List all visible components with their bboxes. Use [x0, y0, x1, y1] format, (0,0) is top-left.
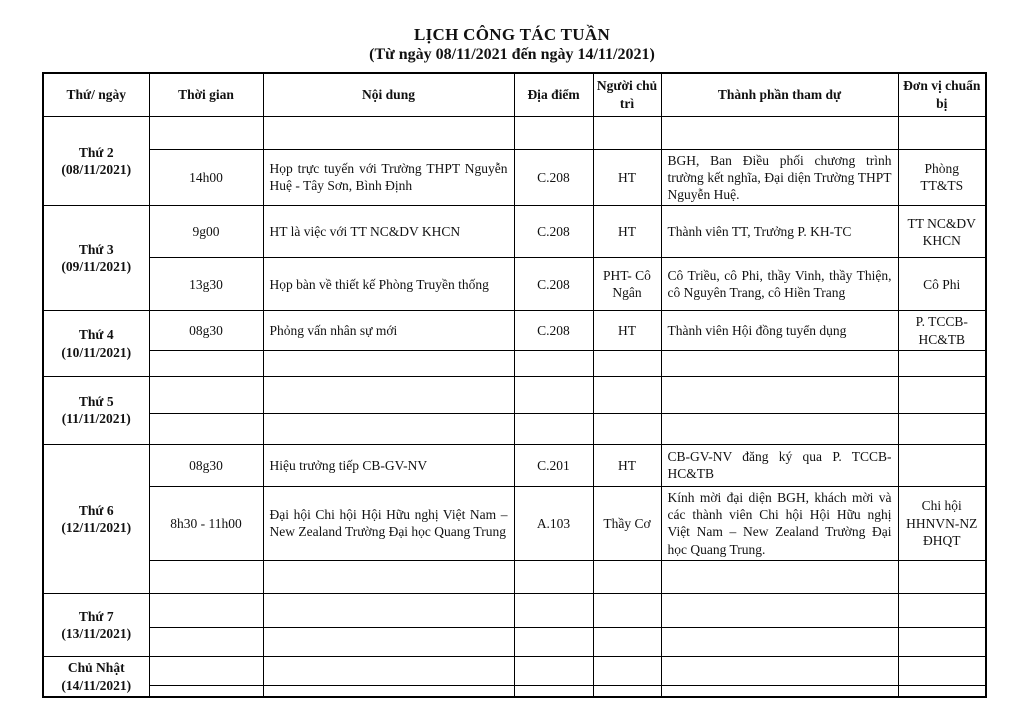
- content-cell: Họp bàn về thiết kế Phòng Truyền thống: [263, 258, 514, 311]
- location-cell: C.201: [514, 444, 593, 486]
- day-label: Thứ 2: [78, 144, 114, 160]
- chair-cell: HT: [593, 206, 661, 258]
- time-cell: [149, 116, 263, 149]
- page-subtitle: (Từ ngày 08/11/2021 đến ngày 14/11/2021): [369, 46, 655, 64]
- time-cell: 8h30 - 11h00: [149, 486, 263, 560]
- col-header-time: Thời gian: [149, 73, 263, 116]
- chair-cell: HT: [593, 149, 661, 206]
- content-cell: [263, 413, 514, 444]
- content-cell: [263, 376, 514, 413]
- location-cell: [514, 116, 593, 149]
- content-cell: Họp trực tuyến với Trường THPT Nguyễn Huệ - Tây Sơn, Bình Định: [263, 149, 514, 206]
- chair-cell: HT: [593, 311, 661, 351]
- location-cell: [514, 593, 593, 627]
- chair-cell: [593, 560, 661, 593]
- day-label: Thứ 4: [78, 327, 114, 343]
- content-cell: Phỏng vấn nhân sự mới: [263, 311, 514, 351]
- time-cell: [149, 350, 263, 376]
- prep-cell: [898, 444, 986, 486]
- location-cell: C.208: [514, 206, 593, 258]
- table-row: [43, 350, 986, 376]
- day-cell-friday: [43, 444, 149, 593]
- location-cell: [514, 376, 593, 413]
- prep-cell: [898, 560, 986, 593]
- content-cell: [263, 116, 514, 149]
- table-row: [43, 560, 986, 593]
- time-cell: [149, 413, 263, 444]
- table-row: [43, 627, 986, 656]
- day-date: (14/11/2021): [61, 677, 132, 693]
- day-cell-wednesday: [43, 311, 149, 377]
- day-date: (09/11/2021): [61, 259, 132, 275]
- day-cell-thursday: [43, 376, 149, 444]
- content-cell: HT là việc với TT NC&DV KHCN: [263, 206, 514, 258]
- time-cell: 13g30: [149, 258, 263, 311]
- location-cell: [514, 685, 593, 697]
- chair-cell: Thầy Cơ: [593, 486, 661, 560]
- prep-cell: [898, 593, 986, 627]
- time-cell: 9g00: [149, 206, 263, 258]
- content-cell: Đại hội Chi hội Hội Hữu nghị Việt Nam – New Zealand Trường Đại học Quang Trung: [263, 486, 514, 560]
- chair-cell: [593, 376, 661, 413]
- table-row: [43, 444, 986, 486]
- location-cell: C.208: [514, 311, 593, 351]
- prep-cell: [898, 627, 986, 656]
- col-header-location: Địa điểm: [514, 73, 593, 116]
- participants-cell: [661, 627, 898, 656]
- table-row: [43, 685, 986, 697]
- day-label: Chủ Nhật: [67, 660, 125, 676]
- prep-cell: P. TCCB-HC&TB: [898, 311, 986, 351]
- schedule-table: [42, 72, 987, 698]
- content-cell: [263, 593, 514, 627]
- chair-cell: [593, 350, 661, 376]
- table-row: [43, 149, 986, 206]
- prep-cell: [898, 376, 986, 413]
- day-label: Thứ 5: [78, 394, 114, 410]
- participants-cell: [661, 560, 898, 593]
- day-date: (08/11/2021): [61, 161, 132, 177]
- location-cell: [514, 656, 593, 685]
- chair-cell: [593, 116, 661, 149]
- time-cell: 08g30: [149, 311, 263, 351]
- location-cell: [514, 413, 593, 444]
- table-row: [43, 116, 986, 149]
- header-row: [43, 73, 986, 116]
- participants-cell: Thành viên TT, Trưởng P. KH-TC: [661, 206, 898, 258]
- time-cell: [149, 627, 263, 656]
- chair-cell: PHT- Cô Ngân: [593, 258, 661, 311]
- participants-cell: [661, 116, 898, 149]
- location-cell: C.208: [514, 149, 593, 206]
- time-cell: [149, 376, 263, 413]
- chair-cell: [593, 627, 661, 656]
- col-header-participants: Thành phần tham dự: [661, 73, 898, 116]
- location-cell: A.103: [514, 486, 593, 560]
- chair-cell: [593, 656, 661, 685]
- prep-cell: [898, 656, 986, 685]
- col-header-chair: Người chủ trì: [593, 73, 661, 116]
- content-cell: [263, 350, 514, 376]
- prep-cell: Phòng TT&TS: [898, 149, 986, 206]
- prep-cell: [898, 116, 986, 149]
- time-cell: [149, 656, 263, 685]
- day-date: (10/11/2021): [61, 344, 132, 360]
- prep-cell: Cô Phi: [898, 258, 986, 311]
- time-cell: [149, 593, 263, 627]
- participants-cell: BGH, Ban Điều phối chương trình trường kết nghĩa, Đại diện Trường THPT Nguyễn Huệ.: [661, 149, 898, 206]
- location-cell: C.208: [514, 258, 593, 311]
- location-cell: [514, 350, 593, 376]
- table-row: [43, 486, 986, 560]
- day-cell-sunday: [43, 656, 149, 697]
- day-cell-tuesday: [43, 206, 149, 311]
- col-header-prep: Đơn vị chuẩn bị: [898, 73, 986, 116]
- day-label: Thứ 7: [78, 608, 114, 624]
- day-label: Thứ 6: [78, 502, 114, 518]
- time-cell: 14h00: [149, 149, 263, 206]
- participants-cell: [661, 685, 898, 697]
- content-cell: [263, 627, 514, 656]
- participants-cell: CB-GV-NV đăng ký qua P. TCCB-HC&TB: [661, 444, 898, 486]
- page-title: LỊCH CÔNG TÁC TUẦN: [413, 25, 611, 44]
- day-date: (13/11/2021): [61, 625, 132, 641]
- content-cell: [263, 656, 514, 685]
- page-header: [0, 24, 1024, 65]
- table-row: [43, 376, 986, 413]
- table-row: [43, 656, 986, 685]
- table-row: [43, 258, 986, 311]
- chair-cell: [593, 413, 661, 444]
- time-cell: 08g30: [149, 444, 263, 486]
- day-date: (12/11/2021): [61, 519, 132, 535]
- participants-cell: [661, 350, 898, 376]
- chair-cell: HT: [593, 444, 661, 486]
- time-cell: [149, 685, 263, 697]
- participants-cell: [661, 376, 898, 413]
- participants-cell: Kính mời đại diện BGH, khách mời và các thành viên Chi hội Hội Hữu nghị Việt Nam – New Zealand Trường Đại học Quang Trung.: [661, 486, 898, 560]
- table-row: [43, 413, 986, 444]
- chair-cell: [593, 685, 661, 697]
- content-cell: [263, 560, 514, 593]
- table-row: [43, 311, 986, 351]
- prep-cell: [898, 350, 986, 376]
- participants-cell: [661, 656, 898, 685]
- prep-cell: [898, 413, 986, 444]
- location-cell: [514, 560, 593, 593]
- day-date: (11/11/2021): [61, 411, 131, 427]
- day-cell-saturday: [43, 593, 149, 656]
- participants-cell: Cô Triều, cô Phi, thầy Vinh, thầy Thiện, cô Nguyên Trang, cô Hiền Trang: [661, 258, 898, 311]
- location-cell: [514, 627, 593, 656]
- prep-cell: TT NC&DV KHCN: [898, 206, 986, 258]
- day-cell-monday: [43, 116, 149, 206]
- day-label: Thứ 3: [78, 242, 114, 258]
- chair-cell: [593, 593, 661, 627]
- participants-cell: [661, 593, 898, 627]
- prep-cell: [898, 685, 986, 697]
- content-cell: [263, 685, 514, 697]
- col-header-day: Thứ/ ngày: [43, 73, 149, 116]
- table-row: [43, 593, 986, 627]
- participants-cell: [661, 413, 898, 444]
- participants-cell: Thành viên Hội đồng tuyển dụng: [661, 311, 898, 351]
- content-cell: Hiệu trưởng tiếp CB-GV-NV: [263, 444, 514, 486]
- table-row: [43, 206, 986, 258]
- col-header-content: Nội dung: [263, 73, 514, 116]
- time-cell: [149, 560, 263, 593]
- prep-cell: Chi hội HHNVN-NZ ĐHQT: [898, 486, 986, 560]
